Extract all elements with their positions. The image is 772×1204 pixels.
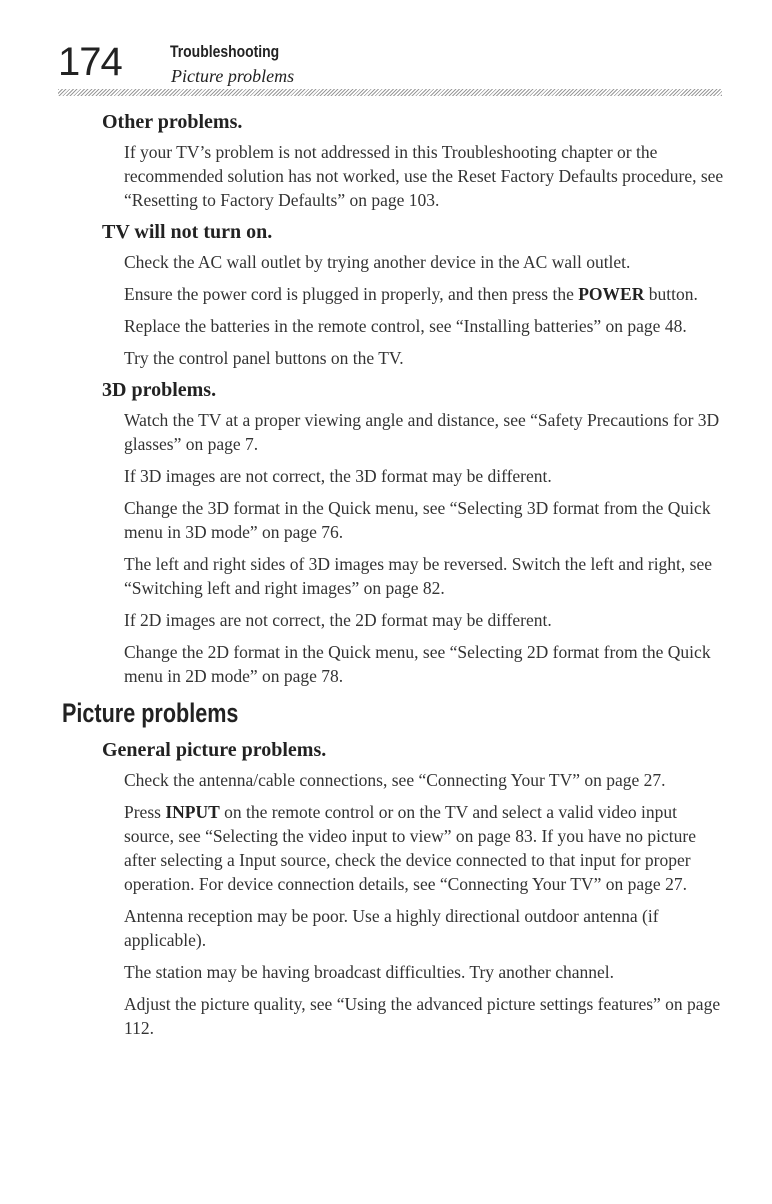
paragraph: Adjust the picture quality, see “Using the advanced picture settings features” on page 112.: [124, 994, 721, 1038]
power-keyword: POWER: [578, 284, 645, 304]
paragraph: Check the AC wall outlet by trying another device in the AC wall outlet.: [124, 252, 631, 272]
page-header: [58, 38, 722, 98]
paragraph: The left and right sides of 3D images may be reversed. Switch the left and right, see “Switching left and right images” on page 82.: [124, 554, 713, 598]
paragraph: Press INPUT on the remote control or on the TV and select a valid video input source, see “Selecting the video input to view” on page 83. If you have no picture after selecting a Input source, check the device connected to that input for proper operation. For device connection details, see “Connecting Your TV” on page 27.: [124, 802, 696, 894]
tv-not-on-heading: TV will not turn on.: [102, 221, 273, 243]
running-section-title: Picture problems: [171, 66, 295, 86]
paragraph: Change the 3D format in the Quick menu, see “Selecting 3D format from the Quick menu in 3D mode” on page 76.: [124, 498, 711, 542]
paragraph: If 3D images are not correct, the 3D format may be different.: [124, 466, 552, 486]
paragraph: Replace the batteries in the remote control, see “Installing batteries” on page 48.: [124, 316, 687, 336]
picture-problems-heading: Picture problems: [62, 698, 239, 728]
paragraph: Watch the TV at a proper viewing angle and distance, see “Safety Precautions for 3D glasses” on page 7.: [124, 410, 720, 454]
paragraph: Check the antenna/cable connections, see “Connecting Your TV” on page 27.: [124, 770, 666, 790]
3d-problems-heading: 3D problems.: [102, 379, 217, 401]
paragraph: If 2D images are not correct, the 2D format may be different.: [124, 610, 552, 630]
paragraph: The station may be having broadcast difficulties. Try another channel.: [124, 962, 615, 982]
tv-not-on-section: [0, 220, 772, 370]
picture-problems-section: [0, 696, 772, 1040]
page-content: [0, 110, 772, 1048]
general-picture-problems-heading: General picture problems.: [102, 739, 327, 761]
paragraph: Antenna reception may be poor. Use a highly directional outdoor antenna (if applicable).: [124, 906, 659, 950]
paragraph: Change the 2D format in the Quick menu, see “Selecting 2D format from the Quick menu in 2D mode” on page 78.: [124, 642, 711, 686]
paragraph: Ensure the power cord is plugged in properly, and then press the POWER button.: [124, 284, 698, 304]
3d-problems-section: [0, 378, 772, 688]
header-divider: [58, 89, 722, 96]
input-keyword: INPUT: [165, 802, 220, 822]
other-problems-section: [0, 110, 772, 212]
paragraph: Try the control panel buttons on the TV.: [124, 348, 404, 368]
chapter-title: Troubleshooting: [170, 42, 280, 61]
other-problems-heading: Other problems.: [102, 111, 243, 133]
page-number: 174: [58, 40, 122, 84]
paragraph: If your TV’s problem is not addressed in this Troubleshooting chapter or the recommended solution has not worked, use the Reset Factory Defaults procedure, see “Resetting to Factory Defaults” on page 103.: [124, 142, 724, 210]
